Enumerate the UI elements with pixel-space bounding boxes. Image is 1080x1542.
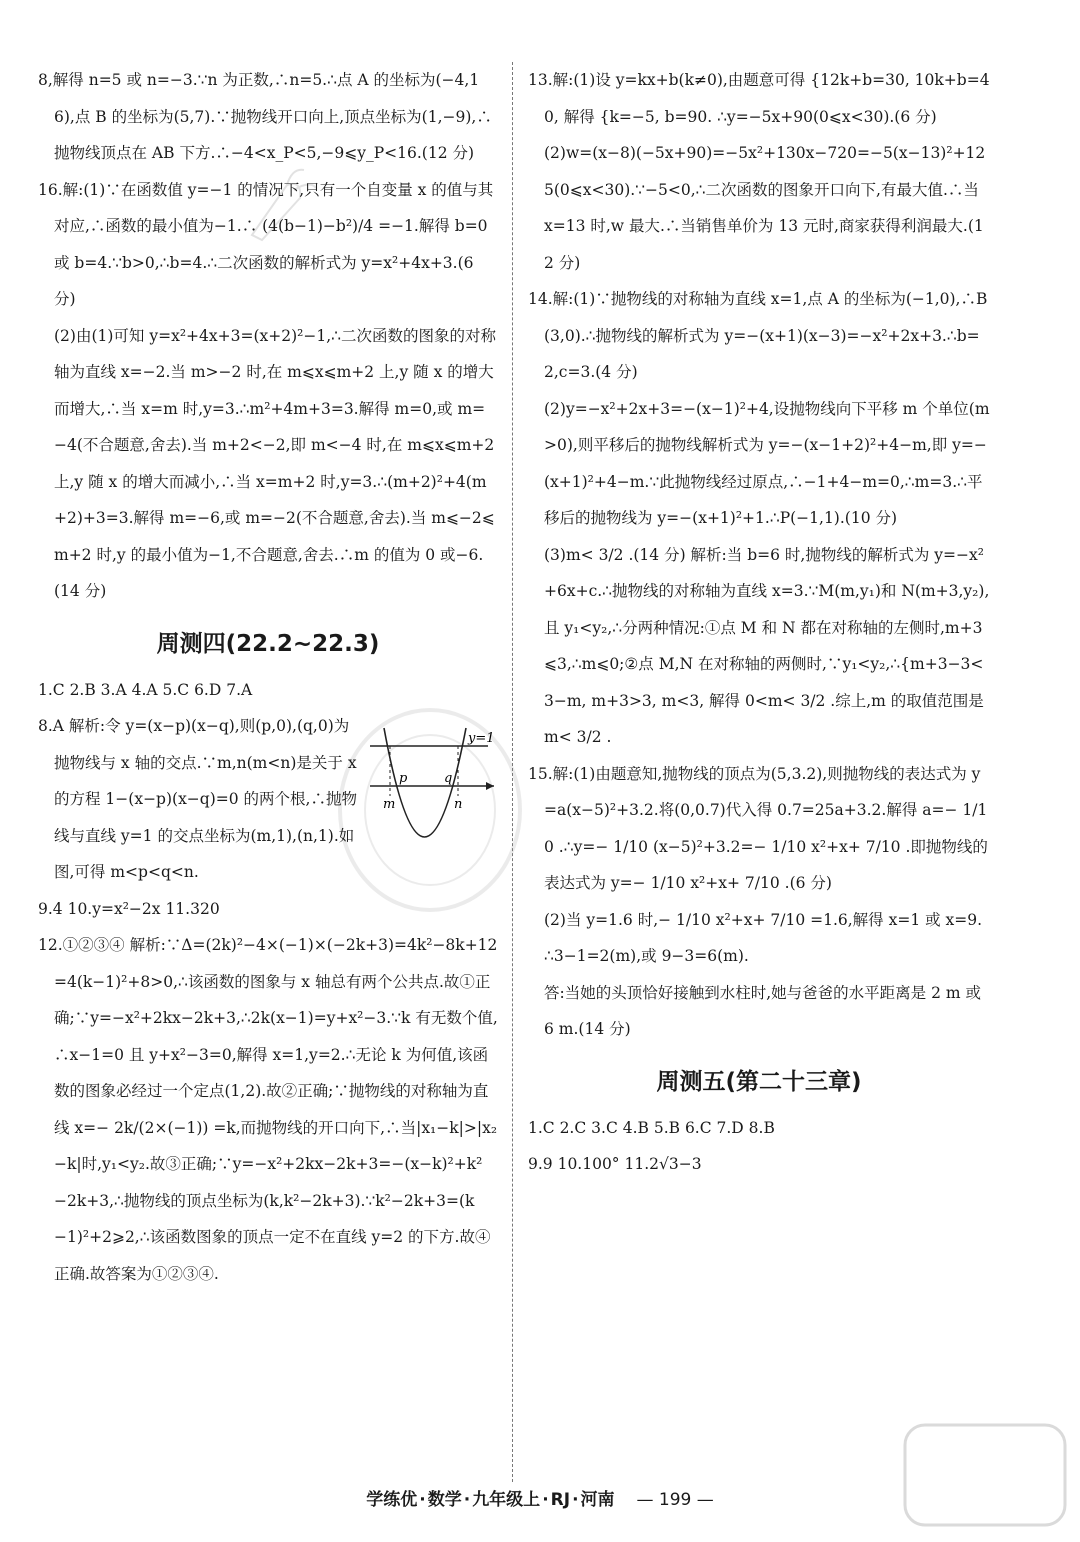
q15-part1: 15.解:(1)由题意知,抛物线的顶点为(5,3.2),则抛物线的表达式为 y=a(x−5)²+3.2.将(0,0.7)代入得 0.7=25a+3.2.解得 a=− 1/10 .∴y=− 1/10 (x−5)²+3.2=− 1/10 x²+x+ 7/10 .即抛物线的表达式为 y=− 1/10 x²+x+ 7/10 .(6 分)	[528, 764, 988, 892]
footer-book: 学练优	[366, 1490, 418, 1510]
footer-grade: 九年级上	[472, 1490, 541, 1510]
left-column	[38, 62, 498, 1292]
q14-part3: (3)m< 3/2 .(14 分) 解析:当 b=6 时,抛物线的解析式为 y=−x²+6x+c.∴抛物线的对称轴为直线 x=3.∵M(m,y₁)和 N(m+3,y₂),且 y₁<y₂,∴分两种情况:①点 M 和 N 都在对称轴的左侧时,m+3⩽3,∴m⩽0;②点 M,N 在对称轴的两侧时,∵y₁<y₂,∴{m+3−3<3−m, m+3>3, m<3, 解得 0<m< 3/2 .综上,m 的取值范围是 m< 3/2 .	[544, 545, 990, 746]
q15-answer: 答:当她的头顶恰好接触到水柱时,她与爸爸的水平距离是 2 m 或 6 m.(14 分)	[544, 983, 981, 1038]
label-n: n	[454, 797, 463, 812]
parabola-graph	[370, 716, 498, 848]
week4-answers-9-11: 9.4 10.y=x²−2x 11.320	[38, 899, 220, 918]
column-divider	[512, 62, 513, 1482]
label-q: q	[444, 771, 453, 786]
footer-edition: RJ	[550, 1490, 571, 1510]
q16-part1: 16.解:(1)∵在函数值 y=−1 的情况下,只有一个自变量 x 的值与其对应,∴函数的最小值为−1.∴ (4(b−1)−b²)/4 =−1.解得 b=0 或 b=4.∵b>0,∴b=4.∴二次函数的解析式为 y=x²+4x+3.(6 分)	[38, 180, 494, 308]
week4-answers-1-7: 1.C 2.B 3.A 4.A 5.C 6.D 7.A	[38, 680, 253, 699]
q14-part1: 14.解:(1)∵抛物线的对称轴为直线 x=1,点 A 的坐标为(−1,0),∴B(3,0).∴抛物线的解析式为 y=−(x+1)(x−3)=−x²+2x+3.∴b=2,c=3.(4 分)	[528, 290, 988, 381]
q8-continuation: 8,解得 n=5 或 n=−3.∵n 为正数,∴n=5.∴点 A 的坐标为(−4,16),点 B 的坐标为(5,7).∵抛物线开口向上,顶点坐标为(1,−9),∴抛物线顶点在 AB 下方.∴−4<x_P<5,−9⩽y_P<16.(12 分)	[38, 71, 492, 162]
q13-part2: (2)w=(x−8)(−5x+90)=−5x²+130x−720=−5(x−13)²+125(0⩽x<30).∵−5<0,∴二次函数的图象开口向下,有最大值.∴当 x=13 时,w 最大.∴当销售单价为 13 元时,商家获得利润最大.(12 分)	[544, 144, 986, 272]
footer-subject: 数学	[427, 1490, 462, 1510]
label-m: m	[383, 797, 396, 812]
q14-part2: (2)y=−x²+2x+3=−(x−1)²+4,设抛物线向下平移 m 个单位(m>0),则平移后的抛物线解析式为 y=−(x−1+2)²+4−m,即 y=−(x+1)²+4−m.∵此抛物线经过原点,∴−1+4−m=0,∴m=3.∴平移后的抛物线为 y=−(x+1)²+1.∴P(−1,1).(10 分)	[544, 399, 990, 527]
section-heading-week4: 周测四(22.2~22.3)	[156, 630, 380, 657]
q13-part1: 13.解:(1)设 y=kx+b(k≠0),由题意可得 {12k+b=30, 10k+b=40, 解得 {k=−5, b=90. ∴y=−5x+90(0⩽x<30).(6 分)	[528, 71, 990, 126]
week5-answers-9-11: 9.9 10.100° 11.2√3−3	[528, 1155, 702, 1173]
week4-q12: 12.①②③④ 解析:∵Δ=(2k)²−4×(−1)×(−2k+3)=4k²−8k+12=4(k−1)²+8>0,∴该函数的图象与 x 轴总有两个公共点.故①正确;∵y=−x²+2kx−2k+3,∴2k(x−1)=y+x²−3.∵k 有无数个值,∴x−1=0 且 y+x²−3=0,解得 x=1,y=2.∴无论 k 为何值,该函数的图象必经过一个定点(1,2).故②正确;∵抛物线的对称轴为直线 x=− 2k/(2×(−1)) =k,而抛物线的开口向下,∴当|x₁−k|>|x₂−k|时,y₁<y₂.故③正确;∵y=−x²+2kx−2k+3=−(x−k)²+k²−2k+3,∴抛物线的顶点坐标为(k,k²−2k+3).∵k²−2k+3=(k−1)²+2⩾2,∴该函数图象的顶点一定不在直线 y=2 的下方.故④正确.故答案为①②③④.	[38, 936, 498, 1283]
label-y1: y=1	[468, 731, 495, 746]
week5-answers-1-8: 1.C 2.C 3.C 4.B 5.B 6.C 7.D 8.B	[528, 1118, 775, 1137]
footer-region: 河南	[580, 1490, 615, 1510]
x-axis-arrow	[486, 782, 494, 790]
page-number: — 199 —	[636, 1490, 714, 1510]
parabola-curve	[384, 728, 466, 837]
q16-part2: (2)由(1)可知 y=x²+4x+3=(x+2)²−1,∴二次函数的图象的对称轴为直线 x=−2.当 m>−2 时,在 m⩽x⩽m+2 上,y 随 x 的增大而增大,∴当 x=m 时,y=3.∴m²+4m+3=3.解得 m=0,或 m=−4(不合题意,舍去).当 m+2<−2,即 m<−4 时,在 m⩽x⩽m+2 上,y 随 x 的增大而减小,∴当 x=m+2 时,y=3.∴(m+2)²+4(m+2)+3=3.解得 m=−6,或 m=−2(不合题意,舍去).当 m⩽−2⩽m+2 时,y 的最小值为−1,不合题意,舍去.∴m 的值为 0 或−6.(14 分)	[54, 326, 497, 600]
right-column	[528, 62, 990, 1183]
section-heading-week5: 周测五(第二十三章)	[656, 1068, 862, 1095]
week4-q8: 8.A 解析:令 y=(x−p)(x−q),则(p,0),(q,0)为抛物线与 x 轴的交点.∵m,n(m<n)是关于 x 的方程 1−(x−p)(x−q)=0 的两个根,∴抛物线与直线 y=1 的交点坐标为(m,1),(n,1).如图,可得 m<p<q<n.	[38, 717, 357, 881]
page-footer: 学练优 · 数学 · 九年级上 · RJ · 河南 — 199 —	[366, 1490, 714, 1510]
label-p: p	[399, 771, 408, 786]
q15-part2: (2)当 y=1.6 时,− 1/10 x²+x+ 7/10 =1.6,解得 x=1 或 x=9.∴3−1=2(m),或 9−3=6(m).	[544, 910, 983, 965]
site-watermark-icon	[895, 1415, 1075, 1535]
